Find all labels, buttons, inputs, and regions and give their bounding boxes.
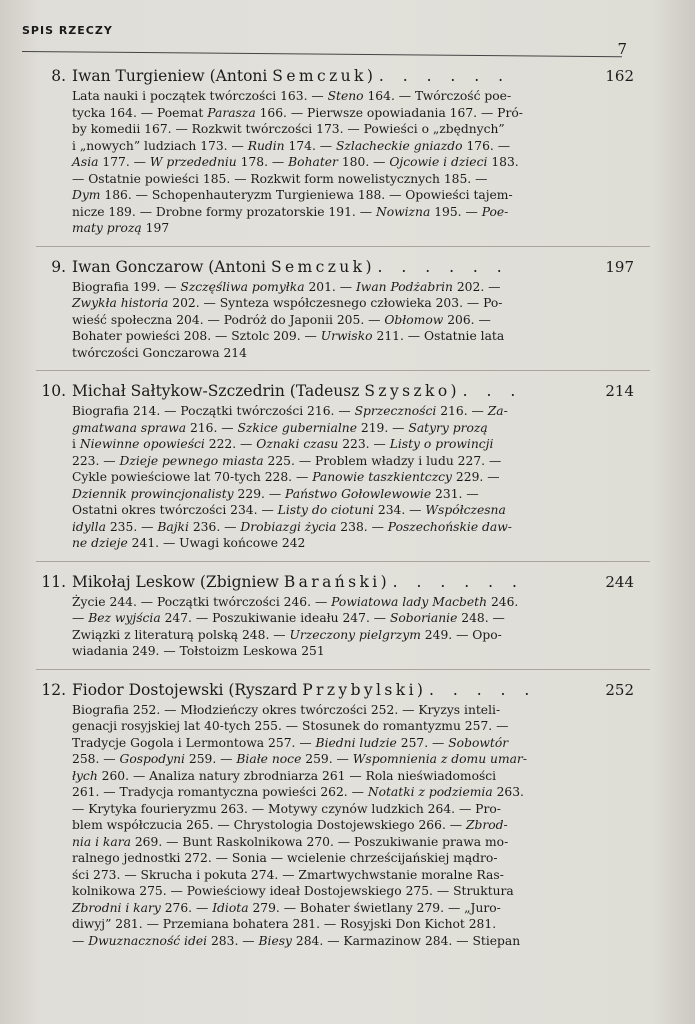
chapter-title-text: Michał Sałtykow-Szczedrin (Tadeusz xyxy=(72,382,360,400)
contents-line: Cykle powieściowe lat 70-tych 228. — Panowie taszkientczcy 229. — xyxy=(72,470,500,484)
chapter-title-close: ) xyxy=(380,572,387,591)
chapter-page-number: 197 xyxy=(605,257,634,276)
contents-line: Ostatni okres twórczości 234. — Listy do ciotuni 234. — Współczesna xyxy=(72,503,506,517)
page-number: 7 xyxy=(617,40,627,58)
contents-line: kolnikowa 275. — Powieściowy ideał Dostojewskiego 275. — Struktura xyxy=(72,884,514,898)
chapter-title xyxy=(72,381,522,401)
table-of-contents xyxy=(36,66,636,969)
chapter-author: Szyszko xyxy=(364,382,451,400)
header-rule xyxy=(22,51,622,57)
chapter-author: Semczuk xyxy=(270,257,366,276)
contents-line: Życie 244. — Początki twórczości 246. — Powiatowa lady Macbeth 246. xyxy=(72,594,519,609)
contents-line: Biografia 199. — Szczęśliwa pomyłka 201. — Iwan Podżabrin 202. — xyxy=(72,279,501,294)
contents-line: Tradycje Gogola i Lermontowa 257. — Biedni ludzie 257. — Sobowtór xyxy=(72,735,509,750)
contents-line: — Krytyka fourieryzmu 263. — Motywy czynów ludzkich 264. — Pro- xyxy=(72,801,501,816)
toc-entry xyxy=(36,66,636,247)
chapter-contents xyxy=(72,88,576,237)
chapter-page-number: 162 xyxy=(605,67,634,85)
chapter-number: 12. xyxy=(41,680,66,699)
contents-line: 258. — Gospodyni 259. — Białe noce 259. — Wspomnienia z domu umar- xyxy=(72,752,527,766)
contents-line: Biografia 214. — Początki twórczości 216. — Sprzeczności 216. — Za- xyxy=(72,404,508,418)
chapter-title xyxy=(72,257,509,277)
contents-line: nicze 189. — Drobne formy prozatorskie 191. — Nowizna 195. — Poe- xyxy=(72,204,509,219)
chapter-title-close: ) xyxy=(416,680,423,699)
contents-line: — Ostatnie powieści 185. — Rozkwit form nowelistycznych 185. — xyxy=(72,171,488,186)
toc-entry-heading xyxy=(36,66,636,86)
toc-entry xyxy=(36,257,636,372)
chapter-title-text: Iwan Turgieniew (Antoni xyxy=(72,67,268,85)
chapter-contents xyxy=(72,702,576,950)
contents-line: genacji rosyjskiej lat 40-tych 255. — Stosunek do romantyzmu 257. — xyxy=(72,719,509,733)
contents-line: 223. — Dzieje pewnego miasta 225. — Problem władzy i ludu 227. — xyxy=(72,453,502,468)
contents-line: 261. — Tradycja romantyczna powieści 262. — Notatki z podziemia 263. xyxy=(72,785,524,799)
chapter-number: 8. xyxy=(51,67,66,85)
contents-line: — Bez wyjścia 247. — Poszukiwanie ideału 247. — Soborianie 248. — xyxy=(72,611,505,625)
toc-entry-heading xyxy=(36,572,636,592)
toc-entry xyxy=(36,680,636,960)
leader-dots: . . . . . . xyxy=(377,257,509,276)
leader-dots: . . . . . . xyxy=(392,572,524,591)
chapter-title xyxy=(72,66,510,86)
chapter-title-text: Mikołaj Leskow (Zbigniew xyxy=(72,572,279,591)
contents-line: Zwykła historia 202. — Synteza współczesnego człowieka 203. — Po- xyxy=(72,296,503,310)
contents-line: Lata nauki i początek twórczości 163. — Steno 164. — Twórczość poe- xyxy=(72,89,512,103)
chapter-author: Barański xyxy=(283,572,381,591)
chapter-title-close: ) xyxy=(450,382,457,400)
contents-line: Bohater powieści 208. — Sztolc 209. — Urwisko 211. — Ostatnie lata xyxy=(72,329,505,343)
chapter-number: 11. xyxy=(41,572,66,591)
contents-line: gmatwana sprawa 216. — Szkice gubernialne 219. — Satyry prozą xyxy=(72,420,488,435)
leader-dots: . . . xyxy=(462,382,523,400)
chapter-author: Przybylski xyxy=(302,680,417,699)
contents-line: i Niewinne opowieści 222. — Oznaki czasu 223. — Listy o prowincji xyxy=(72,437,494,451)
contents-line: Zbrodni i kary 276. — Idiota 279. — Bohater świetlany 279. — „Juro- xyxy=(72,900,501,915)
toc-entry xyxy=(36,381,636,562)
running-head: SPIS RZECZY xyxy=(22,24,113,37)
contents-line: by komedii 167. — Rozkwit twórczości 173. — Powieści o „zbędnych” xyxy=(72,122,505,136)
contents-line: — Dwuznaczność idei 283. — Biesy 284. — Karmazinow 284. — Stiepan xyxy=(72,933,521,948)
chapter-number: 10. xyxy=(41,382,66,400)
contents-line: diwyj” 281. — Przemiana bohatera 281. — Rosyjski Don Kichot 281. xyxy=(72,917,497,931)
contents-line: Asia 177. — W przededniu 178. — Bohater 180. — Ojcowie i dzieci 183. xyxy=(72,155,519,169)
contents-line: idylla 235. — Bajki 236. — Drobiazgi życia 238. — Poszechońskie daw- xyxy=(72,519,512,534)
leader-dots: . . . . . . xyxy=(378,67,511,85)
leader-dots: . . . . . xyxy=(428,680,537,699)
contents-line: Dziennik prowincjonalisty 229. — Państwo Gołowlewowie 231. — xyxy=(72,486,479,501)
chapter-title xyxy=(72,572,524,592)
toc-entry-heading xyxy=(36,381,636,401)
chapter-number: 9. xyxy=(51,257,66,276)
chapter-title xyxy=(72,680,536,700)
contents-line: i „nowych” ludziach 173. — Rudin 174. — Szlacheckie gniazdo 176. — xyxy=(72,138,511,153)
contents-line: ne dzieje 241. — Uwagi końcowe 242 xyxy=(72,536,306,550)
chapter-page-number: 214 xyxy=(605,382,634,400)
chapter-page-number: 252 xyxy=(605,680,634,699)
contents-line: ści 273. — Skrucha i pokuta 274. — Zmartwychwstanie moralne Ras- xyxy=(72,867,504,882)
chapter-title-text: Iwan Gonczarow (Antoni xyxy=(72,257,266,276)
toc-entry-heading xyxy=(36,257,636,277)
entry-divider xyxy=(36,246,650,247)
contents-line: ralnego jednostki 272. — Sonia — wcielenie chrześcijańskiej mądro- xyxy=(72,851,498,865)
chapter-contents xyxy=(72,279,576,362)
entry-divider xyxy=(36,669,650,670)
contents-line: twórczości Gonczarowa 214 xyxy=(72,345,247,360)
chapter-title-close: ) xyxy=(366,67,373,85)
toc-entry xyxy=(36,572,636,670)
chapter-title-text: Fiodor Dostojewski (Ryszard xyxy=(72,680,298,699)
contents-line: wiadania 249. — Tołstoizm Leskowa 251 xyxy=(72,644,325,658)
chapter-title-close: ) xyxy=(365,257,372,276)
contents-line: Biografia 252. — Młodzieńczy okres twórczości 252. — Kryzys inteli- xyxy=(72,702,501,717)
contents-line: blem współczucia 265. — Chrystologia Dostojewskiego 266. — Zbrod- xyxy=(72,818,508,832)
contents-line: Związki z literaturą polską 248. — Urzeczony pielgrzym 249. — Opo- xyxy=(72,627,502,642)
contents-line: Dym 186. — Schopenhauteryzm Turgieniewa 188. — Opowieści tajem- xyxy=(72,188,513,202)
chapter-page-number: 244 xyxy=(605,572,634,591)
entry-divider xyxy=(36,561,650,562)
chapter-contents xyxy=(72,403,576,552)
entry-divider xyxy=(36,370,650,371)
chapter-contents xyxy=(72,594,576,660)
contents-line: łych 260. — Analiza natury zbrodniarza 261 — Rola nieświadomości xyxy=(72,768,497,783)
contents-line: tycka 164. — Poemat Parasza 166. — Pierwsze opowiadania 167. — Pró- xyxy=(72,105,523,120)
contents-line: nia i kara 269. — Bunt Raskolnikowa 270. — Poszukiwanie prawa mo- xyxy=(72,834,509,849)
contents-line: maty prozą 197 xyxy=(72,221,170,235)
contents-line: wieść społeczna 204. — Podróż do Japonii 205. — Obłomow 206. — xyxy=(72,312,491,327)
chapter-author: Semczuk xyxy=(272,67,367,85)
toc-entry-heading xyxy=(36,680,636,700)
